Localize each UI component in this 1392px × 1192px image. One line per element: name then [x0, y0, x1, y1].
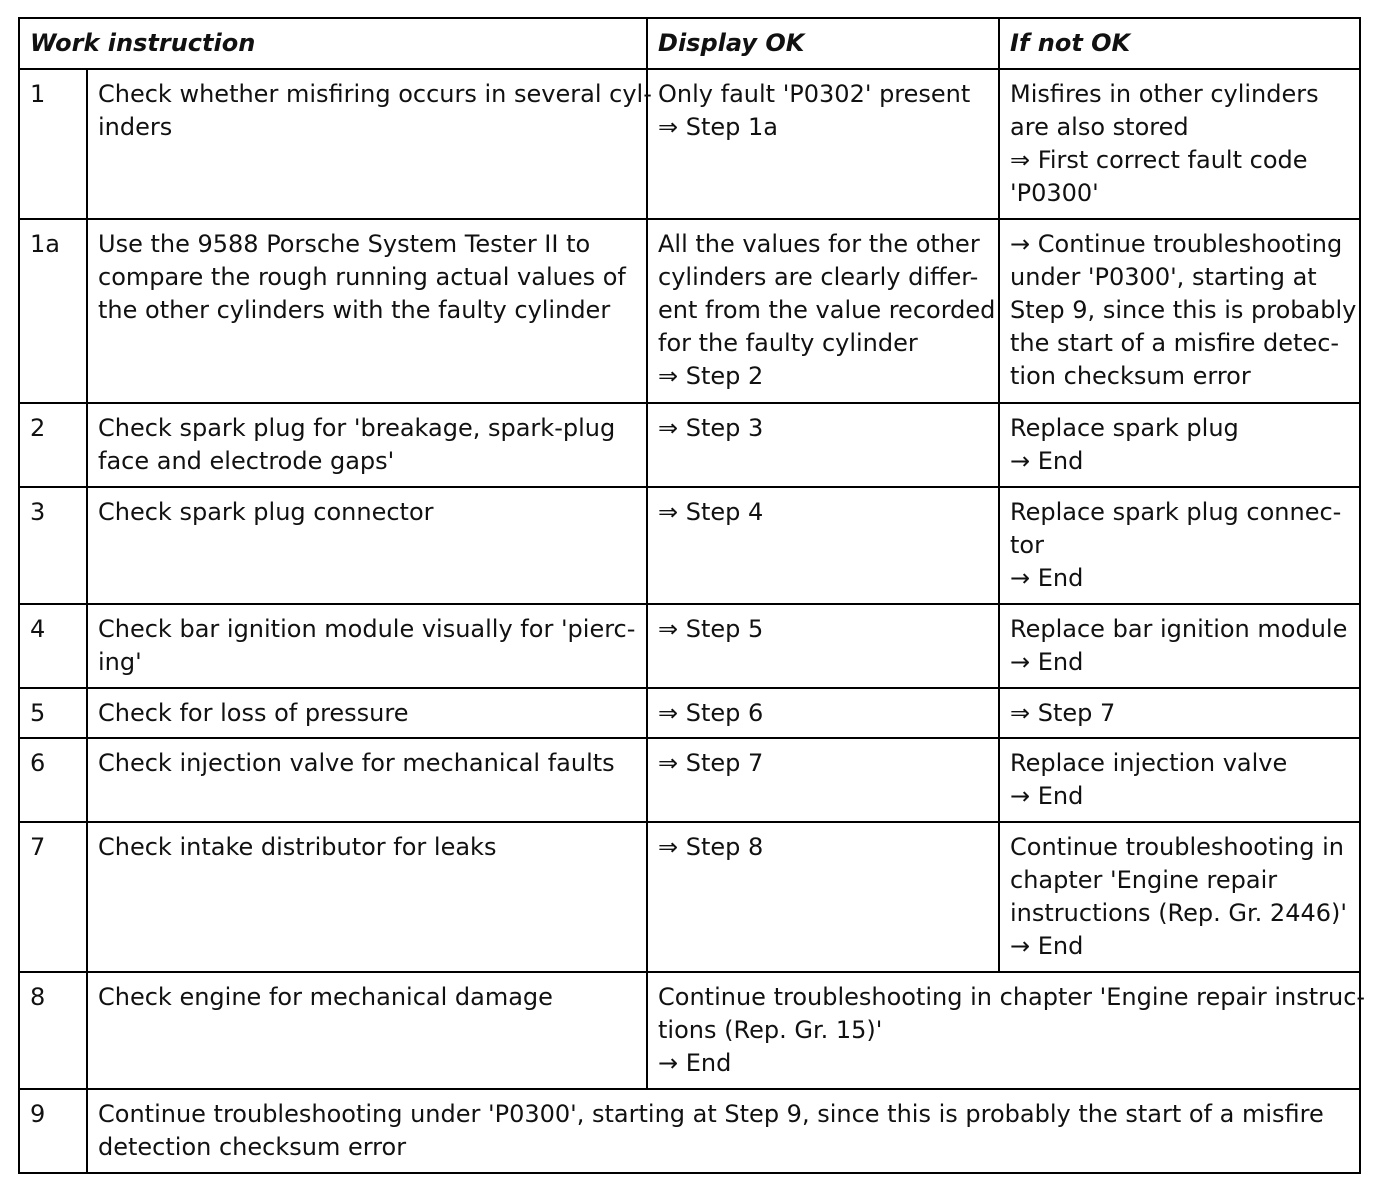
table-row [19, 822, 1360, 972]
if-not-ok-line: Replace injection valve [1010, 749, 1288, 777]
display-ok-cell [647, 487, 999, 604]
instruction-line: compare the rough running actual values of [98, 263, 626, 291]
if-not-ok-line: → End [1010, 648, 1084, 676]
instruction-cell [87, 487, 647, 604]
if-not-ok-line: Replace spark plug [1010, 414, 1239, 442]
step-number: 8 [19, 972, 87, 1089]
instruction-cell [87, 972, 647, 1089]
instruction-line: Use the 9588 Porsche System Tester II to [98, 230, 591, 258]
instruction-cell [87, 403, 647, 487]
display-ok-line: ⇒ Step 7 [658, 749, 764, 777]
header-display-ok: Display OK [647, 18, 999, 69]
instruction-cell [87, 69, 652, 219]
merged-instruction-line: detection checksum error [98, 1133, 407, 1161]
step-number: 1a [19, 219, 87, 403]
display-ok-cell [647, 822, 999, 972]
table-row [19, 972, 1360, 1089]
if-not-ok-line: → Continue troubleshooting [1010, 230, 1343, 258]
if-not-ok-line: Misfires in other cylinders [1010, 80, 1319, 108]
instruction-line: Check whether misfiring occurs in several cyl- [98, 80, 652, 108]
table-row [19, 688, 1360, 738]
display-ok-cell [647, 604, 999, 688]
instruction-line: face and electrode gaps' [98, 447, 395, 475]
if-not-ok-line: under 'P0300', starting at [1010, 263, 1317, 291]
table-row [19, 604, 1360, 688]
if-not-ok-line: Replace spark plug connec- [1010, 498, 1342, 526]
instruction-line: Check intake distributor for leaks [98, 833, 497, 861]
if-not-ok-line: → End [1010, 564, 1084, 592]
if-not-ok-cell [999, 219, 1360, 403]
if-not-ok-line: → End [1010, 782, 1084, 810]
if-not-ok-line: ⇒ First correct fault code [1010, 146, 1308, 174]
table-row [19, 487, 1360, 604]
table-row [19, 403, 1360, 487]
step-number: 2 [19, 403, 87, 487]
instruction-cell [87, 822, 647, 972]
work-instruction-table-wrapper [18, 17, 1366, 1174]
if-not-ok-line: chapter 'Engine repair [1010, 866, 1278, 894]
display-ok-line: ⇒ Step 4 [658, 498, 764, 526]
merged-result-line: → End [658, 1049, 732, 1077]
table-header-row [19, 18, 1360, 69]
display-ok-line: ⇒ Step 8 [658, 833, 764, 861]
instruction-line: Check bar ignition module visually for 'pierc- [98, 615, 636, 643]
if-not-ok-cell [999, 738, 1360, 822]
if-not-ok-cell [999, 688, 1360, 738]
if-not-ok-line: tion checksum error [1010, 362, 1251, 390]
if-not-ok-line: 'P0300' [1010, 179, 1099, 207]
instruction-line: ing' [98, 648, 142, 676]
instruction-cell [87, 688, 647, 738]
display-ok-cell [647, 403, 999, 487]
if-not-ok-cell [999, 487, 1360, 604]
if-not-ok-line: → End [1010, 447, 1084, 475]
display-ok-line: Only fault 'P0302' present [658, 80, 971, 108]
instruction-line: Check spark plug connector [98, 498, 434, 526]
display-ok-cell [647, 688, 999, 738]
instruction-line: Check engine for mechanical damage [98, 983, 553, 1011]
if-not-ok-line: the start of a misfire detec- [1010, 329, 1340, 357]
step-number: 9 [19, 1089, 87, 1173]
header-if-not-ok: If not OK [999, 18, 1360, 69]
merged-result-line: tions (Rep. Gr. 15)' [658, 1016, 883, 1044]
display-ok-line: All the values for the other [658, 230, 980, 258]
table-row [19, 1089, 1360, 1173]
display-ok-cell [647, 219, 999, 403]
header-work-instruction: Work instruction [19, 18, 647, 69]
step-number: 7 [19, 822, 87, 972]
display-ok-line: ⇒ Step 6 [658, 699, 764, 727]
if-not-ok-line: tor [1010, 531, 1044, 559]
work-instruction-table [18, 17, 1366, 1174]
instruction-cell [87, 604, 647, 688]
table-row [19, 219, 1360, 403]
instruction-cell [87, 219, 647, 403]
merged-result-cell [647, 972, 1366, 1089]
instruction-line: Check for loss of pressure [98, 699, 409, 727]
instruction-cell [87, 738, 647, 822]
table-row [19, 738, 1360, 822]
if-not-ok-cell [999, 604, 1360, 688]
table-row [19, 69, 1360, 219]
display-ok-line: ent from the value recorded [658, 296, 996, 324]
step-number: 3 [19, 487, 87, 604]
instruction-line: the other cylinders with the faulty cylinder [98, 296, 611, 324]
step-number: 6 [19, 738, 87, 822]
merged-instruction-line: Continue troubleshooting under 'P0300', starting at Step 9, since this is probably the start of a misfire [98, 1100, 1324, 1128]
step-number: 1 [19, 69, 87, 219]
step-number: 4 [19, 604, 87, 688]
if-not-ok-line: Replace bar ignition module [1010, 615, 1348, 643]
if-not-ok-line: Step 9, since this is probably [1010, 296, 1357, 324]
if-not-ok-line: instructions (Rep. Gr. 2446)' [1010, 899, 1347, 927]
display-ok-line: ⇒ Step 3 [658, 414, 764, 442]
if-not-ok-line: Continue troubleshooting in [1010, 833, 1344, 861]
step-number: 5 [19, 688, 87, 738]
if-not-ok-cell [999, 403, 1360, 487]
display-ok-line: for the faulty cylinder [658, 329, 918, 357]
instruction-line: Check spark plug for 'breakage, spark-plug [98, 414, 616, 442]
merged-result-line: Continue troubleshooting in chapter 'Engine repair instruc- [658, 983, 1366, 1011]
merged-instruction-cell [87, 1089, 1360, 1173]
if-not-ok-line: → End [1010, 932, 1084, 960]
instruction-line: Check injection valve for mechanical faults [98, 749, 615, 777]
if-not-ok-line: are also stored [1010, 113, 1189, 141]
if-not-ok-cell [999, 822, 1360, 972]
display-ok-line: ⇒ Step 1a [658, 113, 779, 141]
display-ok-line: ⇒ Step 5 [658, 615, 764, 643]
if-not-ok-line: ⇒ Step 7 [1010, 699, 1116, 727]
display-ok-line: ⇒ Step 2 [658, 362, 764, 390]
display-ok-line: cylinders are clearly differ- [658, 263, 979, 291]
display-ok-cell [647, 69, 999, 219]
display-ok-cell [647, 738, 999, 822]
instruction-line: inders [98, 113, 173, 141]
if-not-ok-cell [999, 69, 1360, 219]
